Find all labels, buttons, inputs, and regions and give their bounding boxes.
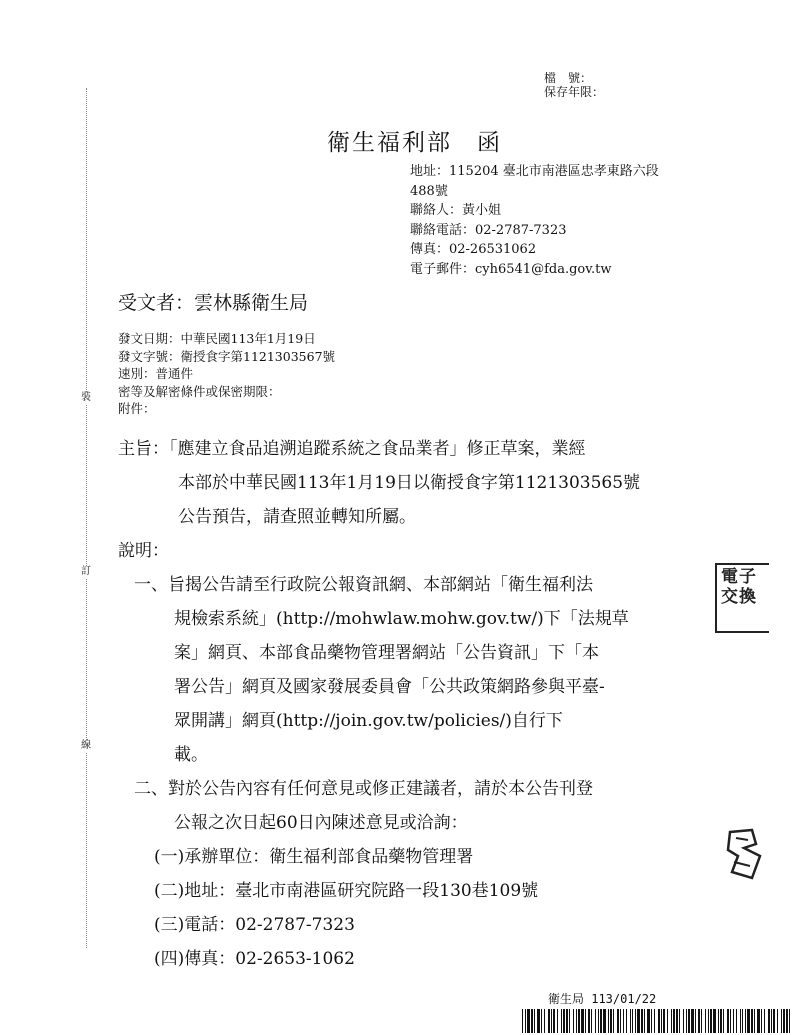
sender-info — [410, 162, 659, 279]
document-title: 衛生福利部 函 — [327, 130, 502, 156]
sender-address-line-2: 488號 — [410, 183, 448, 199]
secrecy-level: 密等及解密條件或保密期限： — [118, 383, 281, 399]
item-1-line-4: 署公告」網頁及國家發展委員會「公共政策網路參與平臺- — [174, 677, 605, 697]
item-2-line-1: 二、對於公告內容有任何意見或修正建議者，請於本公告刊登 — [134, 779, 593, 799]
document-body — [118, 432, 640, 976]
sender-email: 電子郵件：cyh6541@fda.gov.tw — [410, 261, 612, 277]
item-1-line-3: 案」網頁、本部食品藥物管理署網站「公告資訊」下「本 — [174, 643, 599, 663]
subject-line-1: 主旨：「應建立食品追溯追蹤系統之食品業者」修正草案，業經 — [118, 439, 586, 459]
sender-phone: 聯絡電話：02-2787-7323 — [410, 222, 567, 238]
subject-line-3: 公告預告，請查照並轉知所屬。 — [178, 507, 416, 527]
sub-item-1: (一)承辦單位：衛生福利部食品藥物管理署 — [154, 847, 474, 867]
issue-date: 發文日期：中華民國113年1月19日 — [118, 331, 316, 346]
item-2-line-2: 公報之次日起60日內陳述意見或洽詢： — [174, 813, 468, 833]
document-meta — [118, 330, 335, 418]
barcode-icon — [522, 1009, 792, 1033]
sub-item-3: (三)電話：02-2787-7323 — [154, 915, 355, 935]
item-1-line-1: 一、旨揭公告請至行政院公報資訊網、本部網站「衛生福利法 — [134, 575, 593, 595]
sender-fax: 傳真：02-26531062 — [410, 242, 537, 257]
retention-period-label: 保存年限： — [544, 85, 605, 99]
binding-mark-bottom: 線 — [81, 740, 91, 751]
item-1-line-6: 載。 — [174, 745, 208, 765]
subject-line-2: 本部於中華民國113年1月19日以衛授食字第1121303565號 — [178, 473, 641, 493]
file-number-label: 檔 號： — [544, 71, 593, 85]
sender-address-line-1: 地址：115204 臺北市南港區忠孝東路六段 — [410, 164, 659, 179]
speed-class: 速別：普通件 — [118, 366, 194, 381]
electronic-exchange-stamp: 電子交換 — [715, 563, 769, 633]
issue-number: 發文字號：衛授食字第1121303567號 — [118, 348, 336, 364]
binding-mark-middle: 訂 — [81, 566, 91, 577]
item-1-line-5: 眾開講」網頁(http://join.gov.tw/policies/)自行下 — [174, 711, 563, 731]
receipt-stamp: 衛生局 113/01/22 — [548, 992, 657, 1006]
sub-item-2: (二)地址：臺北市南港區研究院路一段130巷109號 — [154, 881, 539, 901]
handwritten-mark-icon — [722, 826, 766, 882]
item-1-line-2: 規檢索系統」(http://mohwlaw.mohw.gov.tw/)下「法規草 — [174, 609, 629, 629]
sub-item-4: (四)傳真：02-2653-1062 — [154, 949, 355, 969]
recipient: 受文者：雲林縣衛生局 — [118, 292, 309, 314]
binding-mark-top: 裝 — [81, 392, 91, 403]
explanation-label: 說明： — [118, 541, 169, 561]
sender-contact: 聯絡人：黃小姐 — [410, 203, 502, 218]
binding-line — [86, 88, 87, 948]
attachment-label: 附件： — [118, 401, 156, 416]
